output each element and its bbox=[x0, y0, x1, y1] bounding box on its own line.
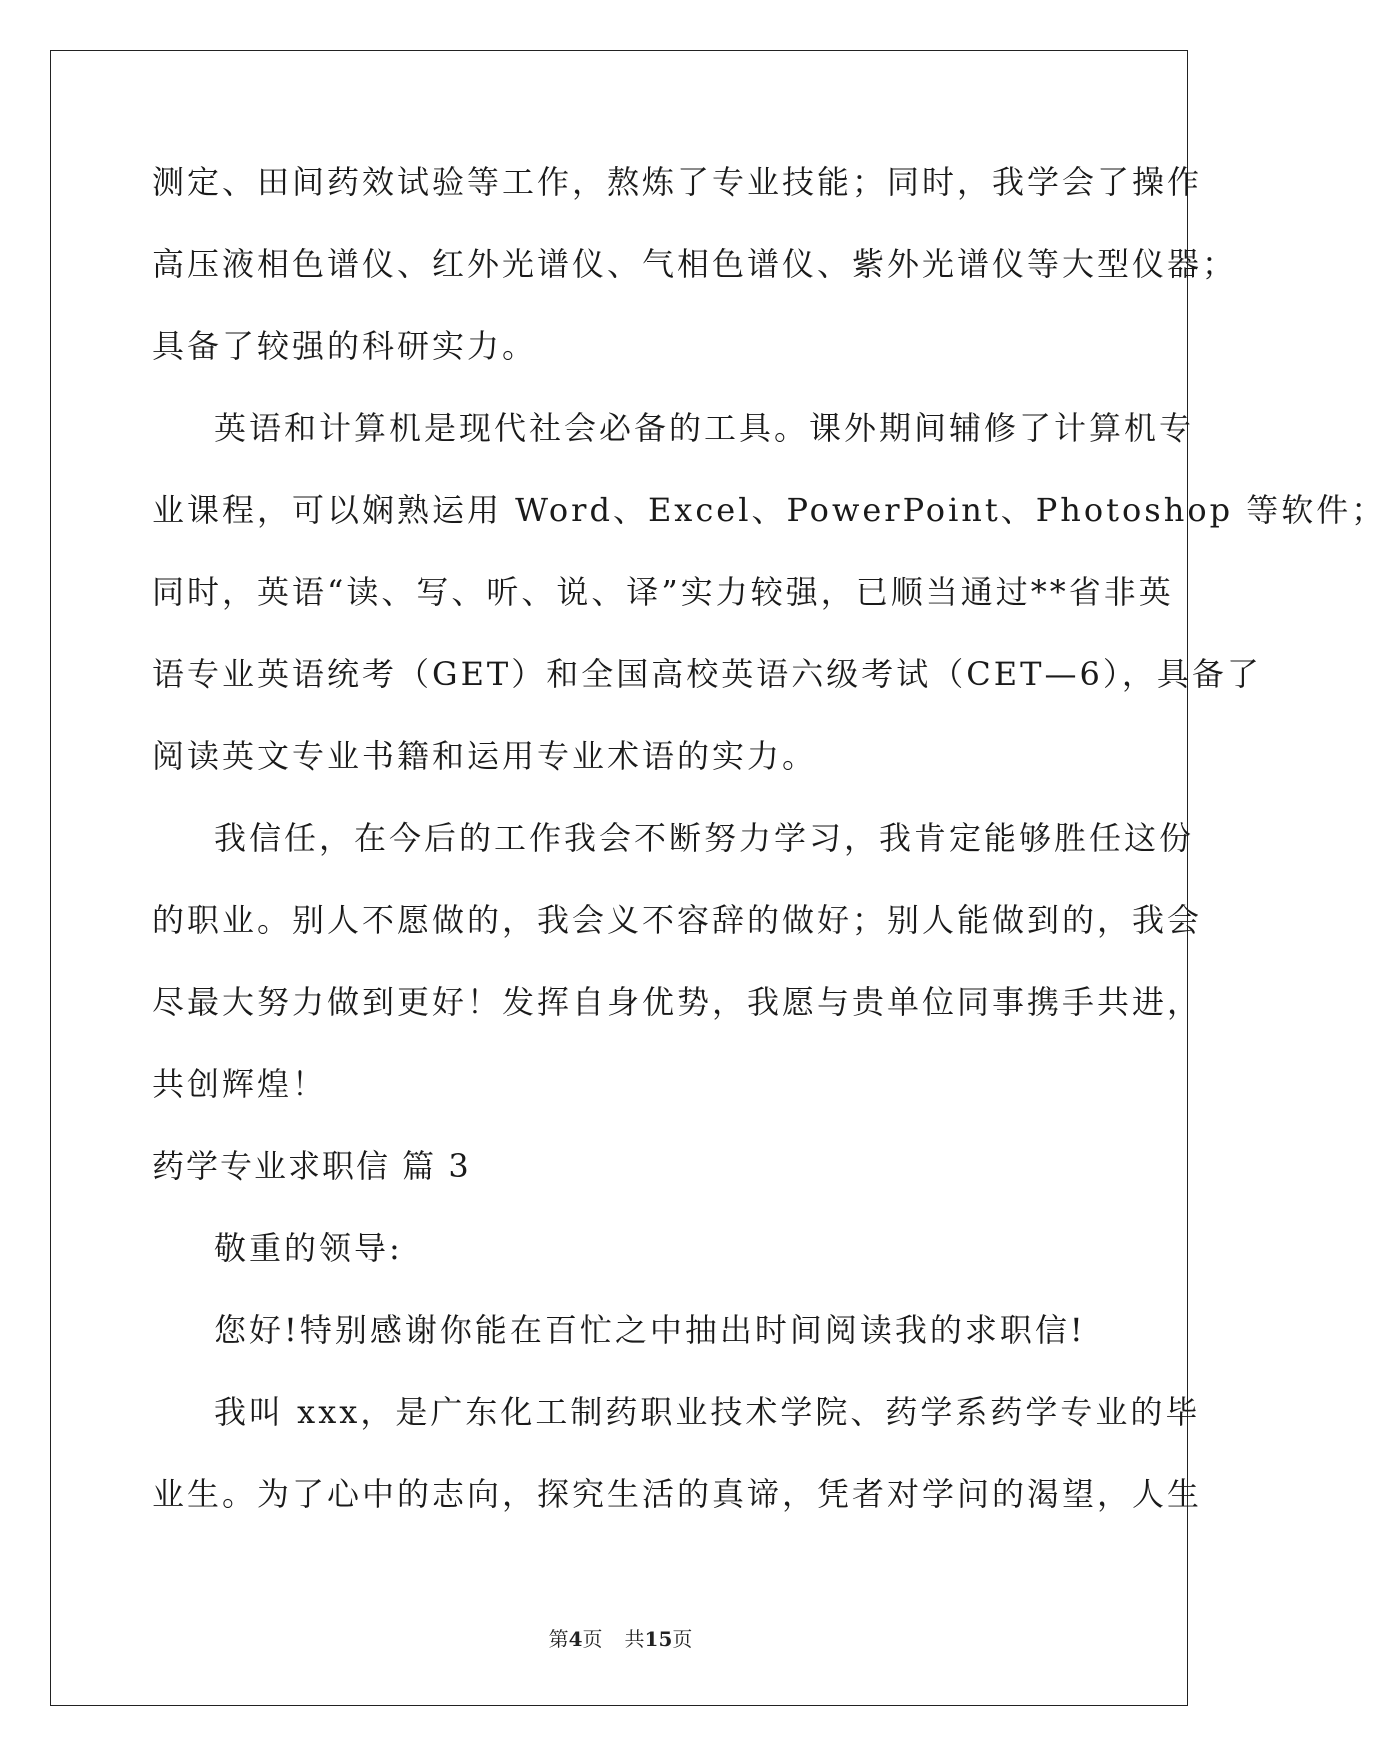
text-line: 高压液相色谱仪、红外光谱仪、气相色谱仪、紫外光谱仪等大型仪器； bbox=[152, 245, 1238, 283]
text-line: 具备了较强的科研实力。 bbox=[152, 327, 538, 365]
text-line: 同时，英语“读、写、听、说、译”实力较强，已顺当通过**省非英 bbox=[152, 573, 1174, 611]
text-line: 业生。为了心中的志向，探究生活的真谛，凭者对学问的渴望，人生 bbox=[152, 1475, 1203, 1513]
page-prefix: 第 bbox=[548, 1627, 569, 1651]
text-line: 语专业英语统考（GET）和全国高校英语六级考试（CET—6），具备了 bbox=[152, 655, 1262, 693]
total-suffix: 页 bbox=[672, 1627, 693, 1651]
salutation-line: 敬重的领导: bbox=[214, 1229, 403, 1267]
text-line: 阅读英文专业书籍和运用专业术语的实力。 bbox=[152, 737, 818, 775]
text-line: 测定、田间药效试验等工作，熬炼了专业技能；同时，我学会了操作 bbox=[152, 163, 1203, 201]
text-line: 业课程，可以娴熟运用 Word、Excel、PowerPoint、Photoshop 等软件； bbox=[152, 491, 1386, 529]
paragraph-start-line: 我信任，在今后的工作我会不断努力学习，我肯定能够胜任这份 bbox=[214, 819, 1195, 857]
text-line: 尽最大努力做到更好！发挥自身优势，我愿与贵单位同事携手共进， bbox=[152, 983, 1203, 1021]
text-line: 共创辉煌！ bbox=[152, 1065, 328, 1103]
greeting-line: 您好!特别感谢你能在百忙之中抽出时间阅读我的求职信! bbox=[214, 1311, 1086, 1349]
page-footer bbox=[0, 1623, 1241, 1652]
paragraph-start-line: 英语和计算机是现代社会必备的工具。课外期间辅修了计算机专 bbox=[214, 409, 1195, 447]
total-prefix: 共 bbox=[624, 1627, 645, 1651]
document-body bbox=[152, 158, 1386, 1552]
page-current-number: 4 bbox=[568, 1627, 583, 1651]
page-total-number: 15 bbox=[644, 1627, 673, 1651]
page-mid: 页 bbox=[582, 1627, 603, 1651]
paragraph-start-line: 我叫 xxx，是广东化工制药职业技术学院、药学系药学专业的毕 bbox=[214, 1393, 1201, 1431]
section-heading: 药学专业求职信 篇 3 bbox=[152, 1147, 471, 1185]
text-line: 的职业。别人不愿做的，我会义不容辞的做好；别人能做到的，我会 bbox=[152, 901, 1203, 939]
